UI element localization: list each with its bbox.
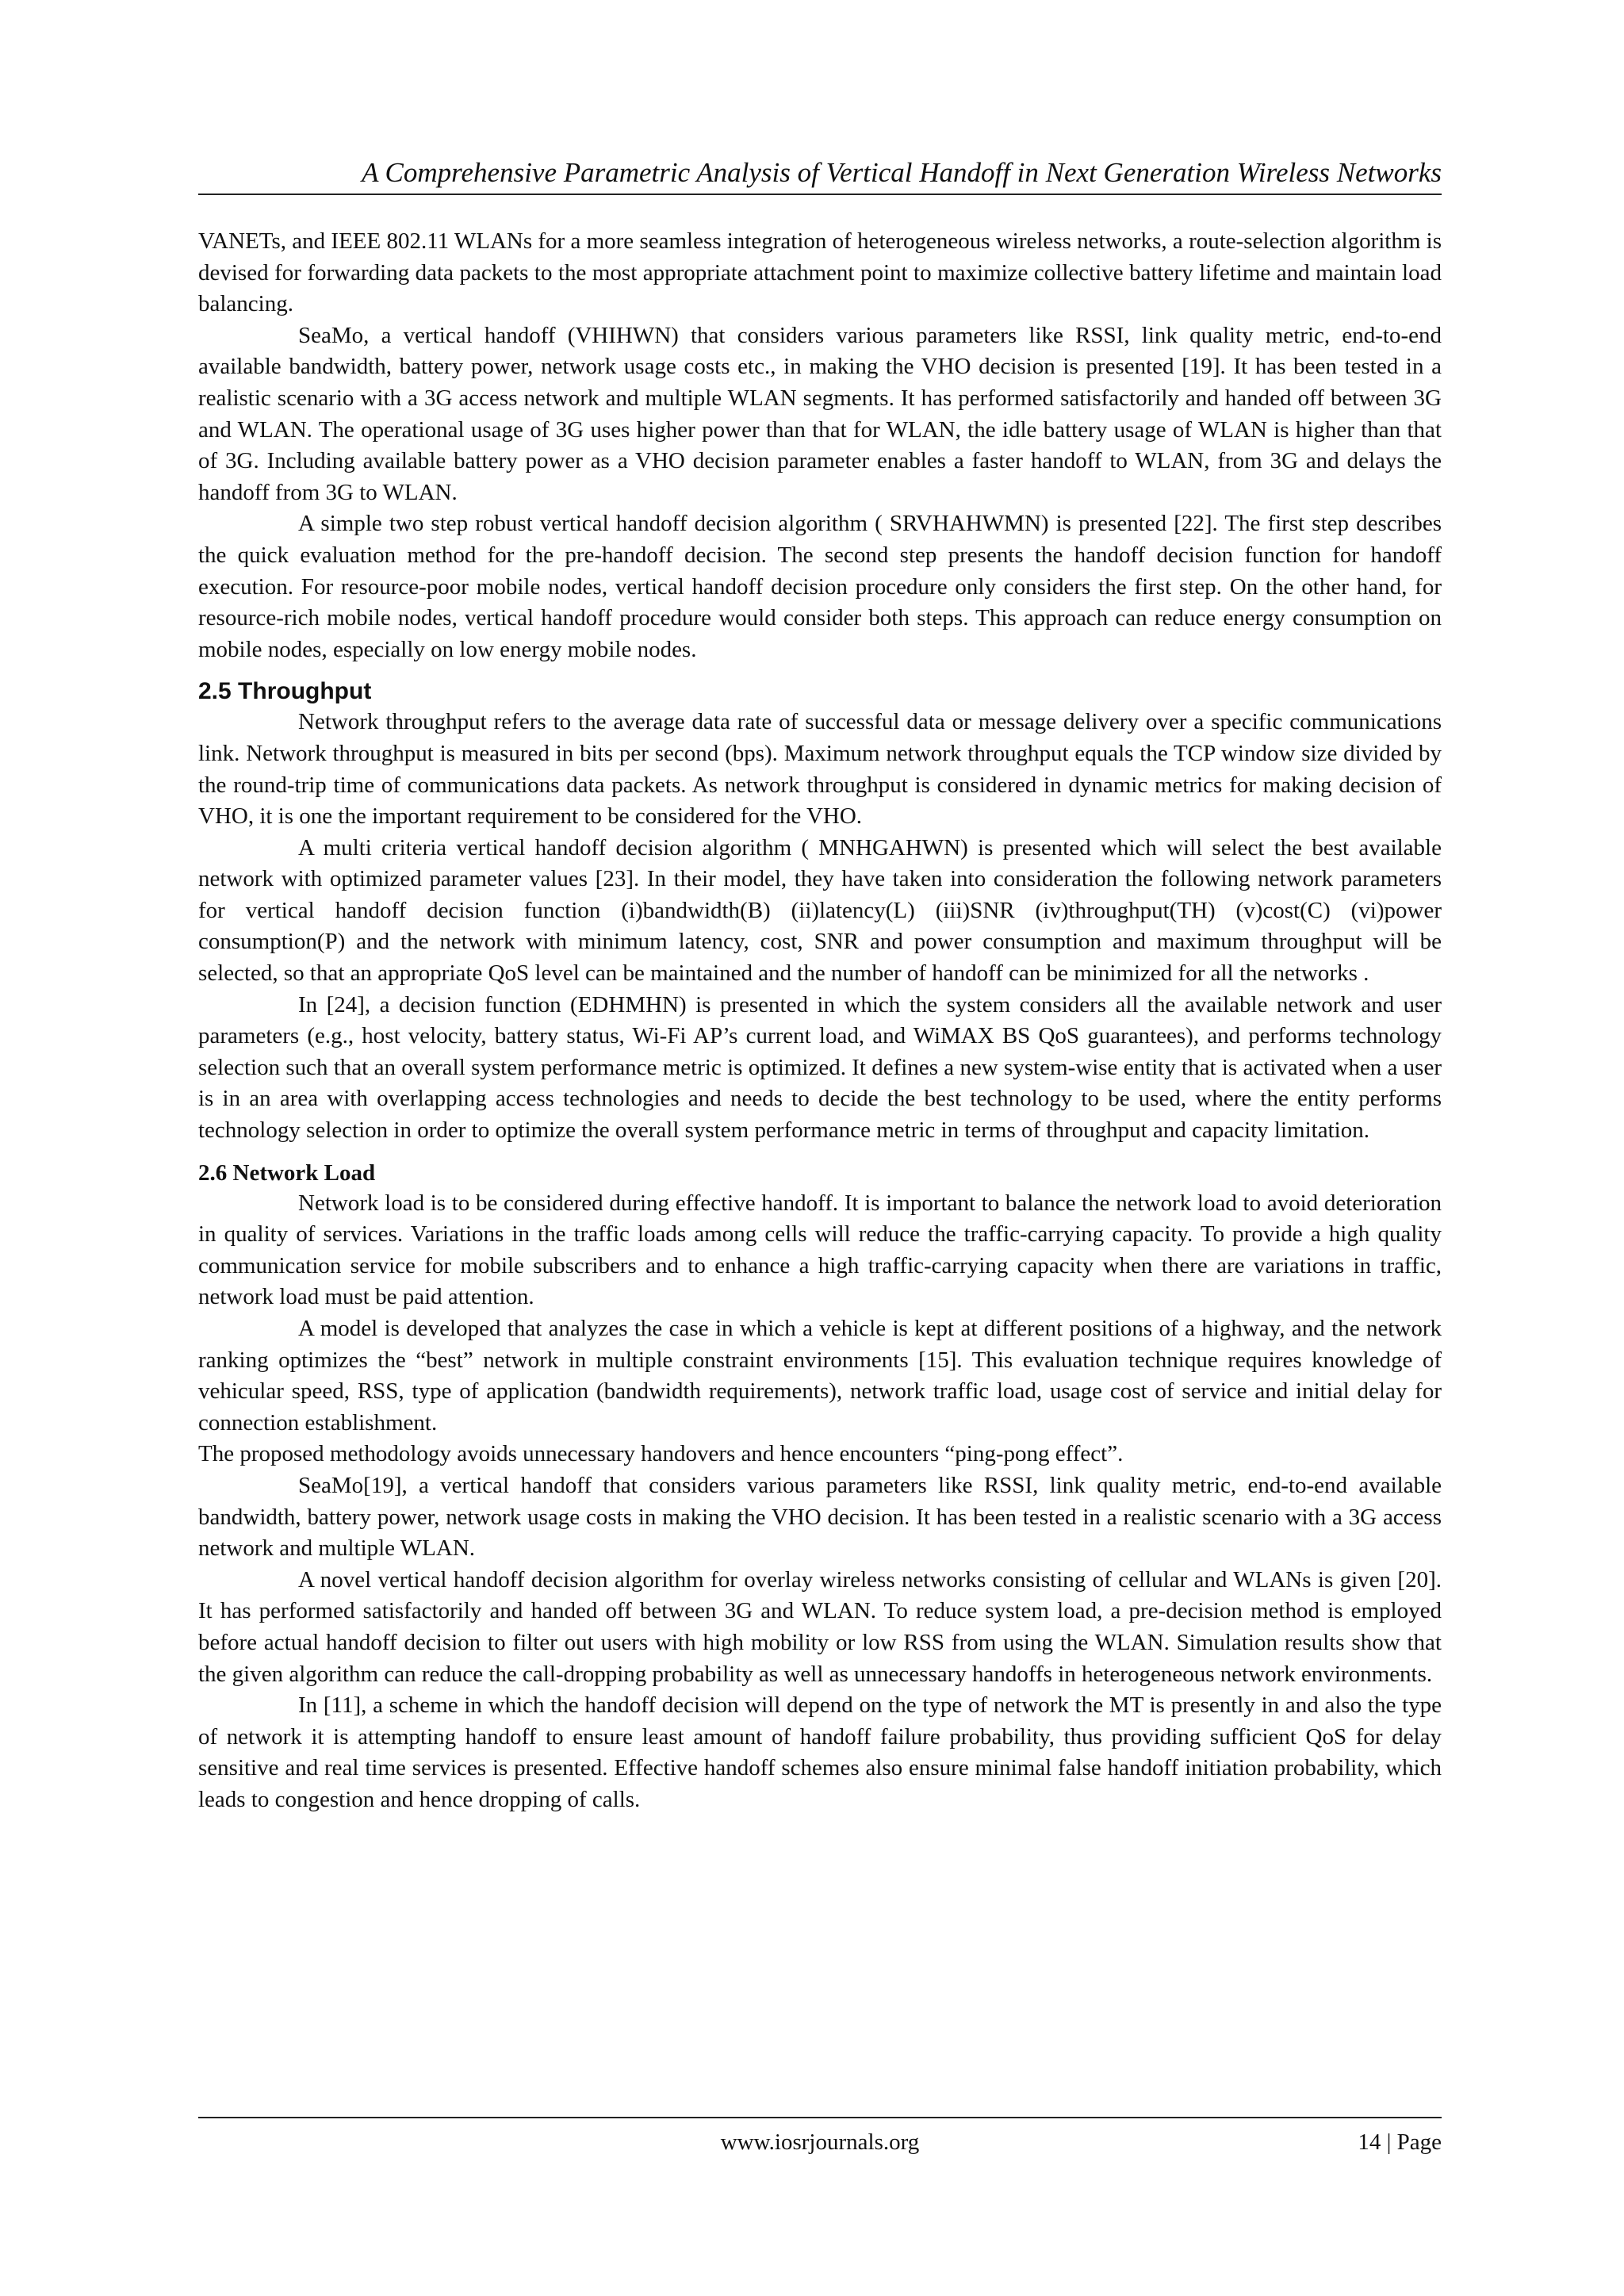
paragraph: SeaMo, a vertical handoff (VHIHWN) that considers various parameters like RSSI, link quality metric, end-to-end available bandwidth, battery power, network usage costs etc., in making the VHO decision is presented [19]. It has been tested in a realistic scenario with a 3G access network and multiple WLAN segments. It has performed satisfactorily and handed off between 3G and WLAN. The operational usage of 3G uses higher power than that for WLAN, the idle battery usage of WLAN is higher than that of 3G. Including available battery power as a VHO decision parameter enables a faster handoff to WLAN, from 3G and delays the handoff from 3G to WLAN. [198,322,1442,505]
paragraph: A model is developed that analyzes the case in which a vehicle is kept at different positions of a highway, and the network ranking optimizes the “best” network in multiple constraint environments [15]. This evaluation technique requires knowledge of vehicular speed, RSS, type of application (bandwidth requirements), network traffic load, usage cost of service and initial delay for connection establishment. [198,1316,1442,1435]
paragraph: SeaMo[19], a vertical handoff that considers various parameters like RSSI, link quality metric, end-to-end available bandwidth, battery power, network usage costs in making the VHO decision. It has been tested in a realistic scenario with a 3G access network and multiple WLAN. [198,1472,1442,1562]
paragraph: In [11], a scheme in which the handoff decision will depend on the type of network the MT is presently in and also the type of network it is attempting handoff to ensure least amount of handoff failure probability, thus providing sufficient QoS for delay sensitive and real time services is presented. Effective handoff schemes also ensure minimal false handoff initiation probability, which leads to congestion and hence dropping of calls. [198,1692,1442,1812]
paragraph: A multi criteria vertical handoff decision algorithm ( MNHGAHWN) is presented which will select the best available network with optimized parameter values [23]. In their model, they have taken into consideration the following network parameters for vertical handoff decision function (i)bandwidth(B) (ii)latency(L) (iii)SNR (iv)throughput(TH) (v)cost(C) (vi)power consumption(P) and the network with minimum latency, cost, SNR and power consumption and maximum throughput will be selected, so that an appropriate QoS level can be maintained and the number of handoff can be minimized for all the networks . [198,834,1442,987]
paragraph: VANETs, and IEEE 802.11 WLANs for a more seamless integration of heterogeneous wireless networks, a route-selection algorithm is devised for forwarding data packets to the most appropriate attachment point to maximize collective battery lifetime and maintain load balancing. [198,228,1442,317]
article-body [198,226,1442,1816]
paragraph: Network load is to be considered during effective handoff. It is important to balance the network load to avoid deterioration in quality of services. Variations in the traffic loads among cells will reduce the traffic-carrying capacity. To provide a high quality communication service for mobile subscribers and to enhance a high traffic-carrying capacity when there are variations in traffic, network load must be paid attention. [198,1190,1442,1310]
footer-url: www.iosrjournals.org [720,2129,920,2155]
paragraph: A novel vertical handoff decision algorithm for overlay wireless networks consisting of cellular and WLANs is given [20]. It has performed satisfactorily and handed off between 3G and WLAN. To reduce system load, a pre-decision method is employed before actual handoff decision to filter out users with high mobility or low RSS from using the WLAN. Simulation results show that the given algorithm can reduce the call-dropping probability as well as unnecessary handoffs in heterogeneous network environments. [198,1566,1442,1687]
paragraph: The proposed methodology avoids unnecessary handovers and hence encounters “ping-pong effect”. [198,1441,1124,1467]
paragraph: In [24], a decision function (EDHMHN) is presented in which the system considers all the available network and user parameters (e.g., host velocity, battery status, Wi-Fi AP’s current load, and WiMAX BS QoS guarantees), and performs technology selection such that an overall system performance metric is optimized. It defines a new system-wise entity that is activated when a user is in an area with overlapping access technologies and needs to decide the best technology to be used, where the entity performs technology selection in order to optimize the overall system performance metric in terms of throughput and capacity limitation. [198,991,1442,1144]
paragraph: A simple two step robust vertical handoff decision algorithm ( SRVHAHWMN) is presented [22]. The first step describes the quick evaluation method for the pre-handoff decision. The second step presents the handoff decision function for handoff execution. For resource-poor mobile nodes, vertical handoff decision procedure only considers the first step. On the other hand, for resource-rich mobile nodes, vertical handoff procedure would consider both steps. This approach can reduce energy consumption on mobile nodes, especially on low energy mobile nodes. [198,511,1442,662]
section-heading-throughput: 2.5 Throughput [198,678,372,705]
page-number: 14 | Page [1358,2129,1442,2155]
header-rule [198,194,1442,195]
footer-rule [198,2117,1442,2118]
section-heading-network-load: 2.6 Network Load [198,1159,376,1186]
paragraph: Network throughput refers to the average data rate of successful data or message delivery over a specific communications link. Network throughput is measured in bits per second (bps). Maximum network throughput equals the TCP window size divided by the round-trip time of communications data packets. As network throughput is considered in dynamic metrics for making decision of VHO, it is one the important requirement to be considered for the VHO. [198,709,1442,830]
running-header: A Comprehensive Parametric Analysis of Vertical Handoff in Next Generation Wireless Networks [362,157,1442,188]
